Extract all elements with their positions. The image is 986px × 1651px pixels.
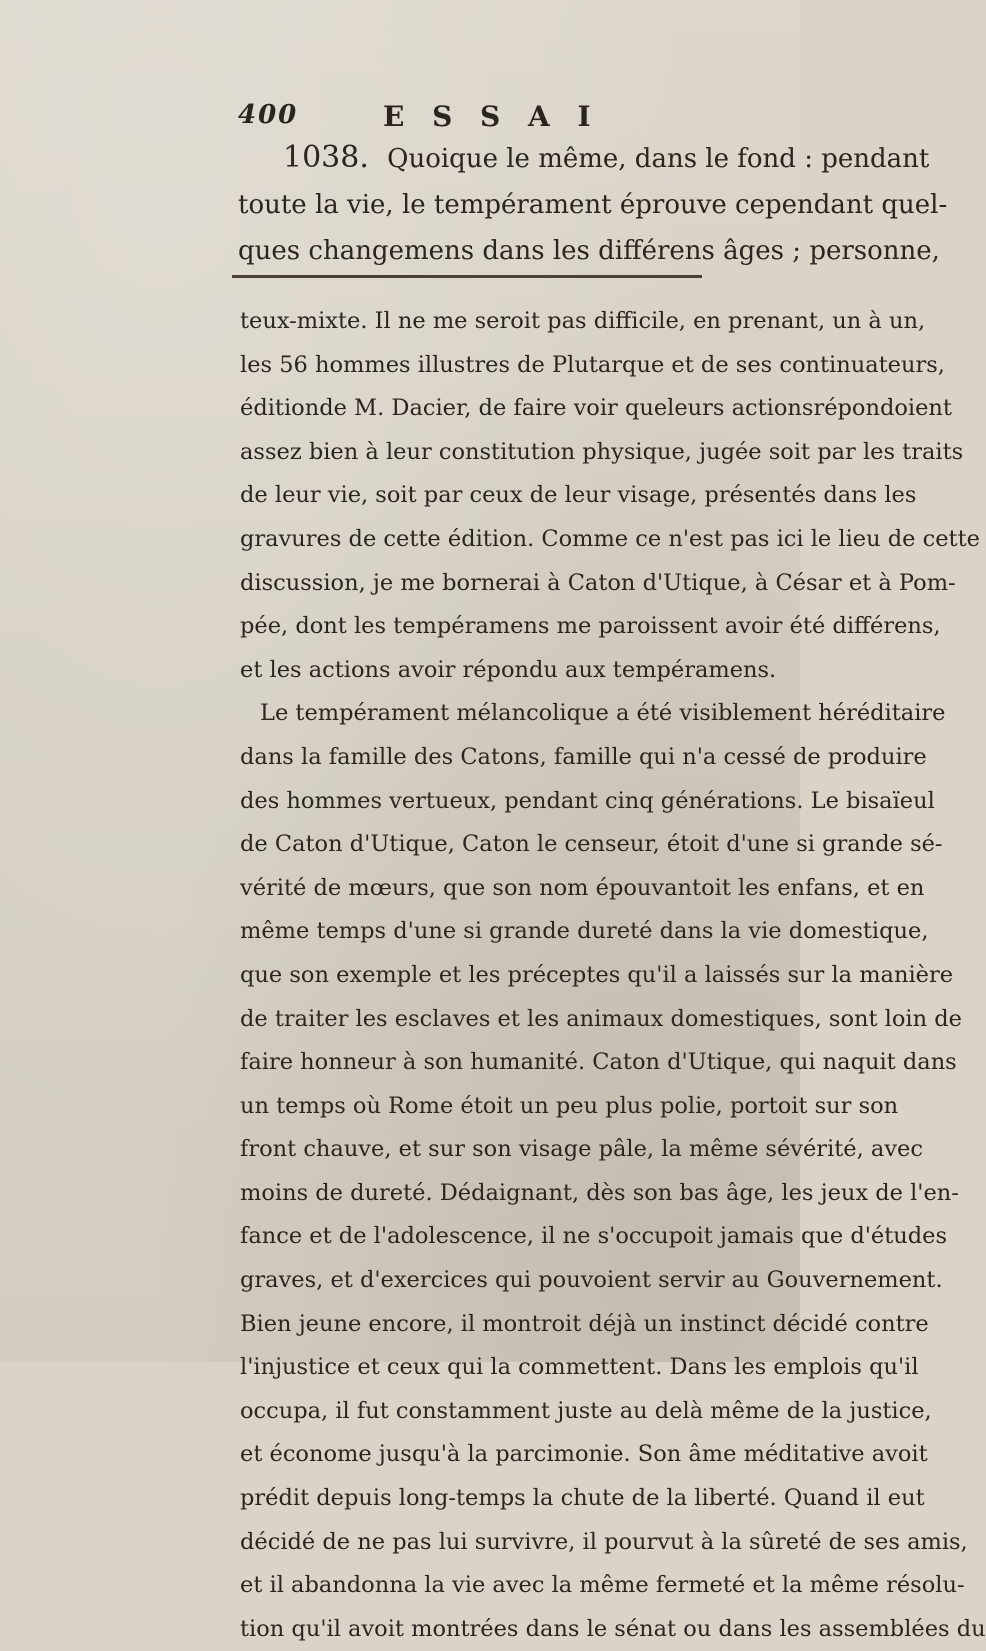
text-line: un temps où Rome étoit un peu plus polie, portoit sur son (240, 1092, 899, 1119)
top-paragraph (238, 135, 948, 274)
text-line: les 56 hommes illustres de Plutarque et de ses continuateurs, (240, 351, 945, 378)
text-line: moins de dureté. Dédaignant, dès son bas âge, les jeux de l'en- (240, 1179, 959, 1206)
text-line: fance et de l'adolescence, il ne s'occupoit jamais que d'études (240, 1223, 948, 1250)
text-line: éditionde M. Dacier, de faire voir queleurs actionsrépondoient (240, 395, 952, 422)
text-line: teux-mixte. Il ne me seroit pas difficile, en prenant, un à un, (240, 308, 926, 334)
text-line: pée, dont les tempéramens me paroissent avoir été différens, (240, 613, 941, 640)
text-line: toute la vie, le tempérament éprouve cependant quel- (238, 190, 948, 220)
text-line: et les actions avoir répondu aux tempéramens. (240, 656, 777, 683)
text-line: et économe jusqu'à la parcimonie. Son âme méditative avoit (240, 1441, 928, 1468)
text-line: occupa, il fut constamment juste au delà même de la justice, (240, 1397, 932, 1424)
text-line: assez bien à leur constitution physique, jugée soit par les traits (240, 438, 964, 465)
text-line (238, 135, 930, 182)
footnote-body (240, 300, 986, 1651)
horizontal-rule (232, 275, 702, 278)
text-line: Bien jeune encore, il montroit déjà un instinct décidé contre (240, 1310, 929, 1337)
text-line: dans la famille des Catons, famille qui n'a cessé de produire (240, 743, 927, 770)
text-line: graves, et d'exercices qui pouvoient servir au Gouvernement. (240, 1267, 943, 1294)
text-line: de leur vie, soit par ceux de leur visage, présentés dans les (240, 482, 917, 509)
text-line: gravures de cette édition. Comme ce n'est pas ici le lieu de cette (240, 525, 980, 552)
text-line: de traiter les esclaves et les animaux domestiques, sont loin de (240, 1005, 962, 1032)
text-line: et il abandonna la vie avec la même fermeté et la même résolu- (240, 1572, 965, 1599)
text-line: faire honneur à son humanité. Caton d'Utique, qui naquit dans (240, 1049, 957, 1076)
page-number: 400 (238, 100, 299, 130)
text-line: que son exemple et les préceptes qu'il a laissés sur la manière (240, 961, 954, 988)
text-line: décidé de ne pas lui survivre, il pourvut à la sûreté de ses amis, (240, 1528, 968, 1555)
text-line: même temps d'une si grande dureté dans la vie domestique, (240, 918, 929, 945)
text-line: vérité de mœurs, que son nom épouvantoit les enfans, et en (240, 874, 925, 901)
running-title: E S S A I (383, 100, 600, 133)
text-line: Le tempérament mélancolique a été visiblement héréditaire (260, 700, 946, 727)
text-line: front chauve, et sur son visage pâle, la même sévérité, avec (240, 1136, 923, 1163)
page-header (238, 100, 698, 140)
text-line: tion qu'il avoit montrées dans le sénat ou dans les assemblées du (240, 1615, 986, 1642)
section-number: 1038. (283, 140, 369, 175)
text-line: de Caton d'Utique, Caton le censeur, étoit d'une si grande sé- (240, 831, 943, 858)
text-line-content: Quoique le même, dans le fond : pendant (387, 144, 930, 174)
text-line: des hommes vertueux, pendant cinq générations. Le bisaïeul (240, 787, 935, 814)
text-line: prédit depuis long-temps la chute de la liberté. Quand il eut (240, 1485, 925, 1512)
text-line: l'injustice et ceux qui la commettent. Dans les emplois qu'il (240, 1354, 919, 1381)
text-line: ques changemens dans les différens âges ; personne, (238, 236, 940, 266)
text-line: discussion, je me bornerai à Caton d'Utique, à César et à Pom- (240, 569, 956, 596)
